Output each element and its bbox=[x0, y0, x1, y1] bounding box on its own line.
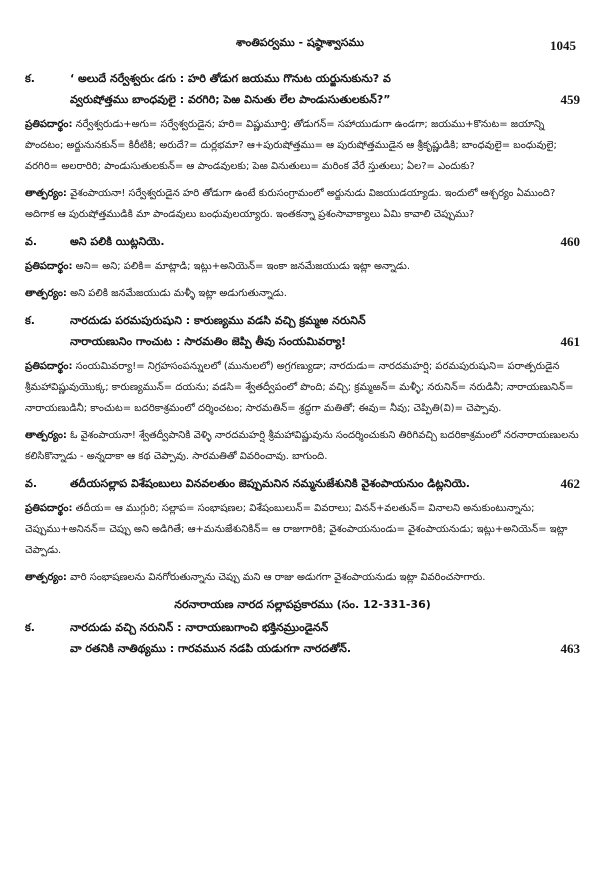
verse-block bbox=[25, 473, 580, 494]
verse-line-text: అని పలికి యిట్లనియె. bbox=[70, 235, 165, 248]
meaning-summary-label: తాత్పర్యం: bbox=[25, 188, 67, 199]
verse-lines bbox=[70, 310, 580, 352]
block-text: వైశంపాయనా! సర్వేశ్వరుడైన హరి తోడుగా ఉంటే కురుసంగ్రామంలో అర్జునుడు విజయుడయ్యాడు. ఇందులో ఆశ్చర్యం ఏముంది? అదిగాక ఆ పురుషోత్తముడికి మా పాండవులు బంధువులయ్యారు. ఇంతకన్నా ప్రశంసావాక్యాలు ఏమి కావాలి చెప్పుము? bbox=[25, 188, 556, 220]
verse-line-text: ‘ అలుదే నర్వేశ్వరుఁ డగు : హరి తోడుగ జయము గొనుట యర్జునుకును? వ bbox=[70, 72, 391, 85]
verse-block bbox=[25, 617, 580, 659]
verse-line-text: నారదుడు పరమపురుషుని : కారుణ్యము వడసి వచ్చి క్రమ్మఱ నరునిన్ bbox=[70, 314, 366, 327]
word-meaning-block bbox=[25, 256, 580, 277]
verse-line bbox=[70, 638, 580, 659]
word-meaning-block bbox=[25, 114, 580, 177]
verse-number: 459 bbox=[560, 92, 580, 107]
verse-number: 461 bbox=[560, 334, 580, 349]
word-meaning-label: ప్రతిపదార్థం: bbox=[25, 261, 73, 272]
block-text: తదీయ= ఆ ముగ్గురి; సల్లాప= సంభాషణల; విశేషంబులున్= వివరాలు; వినన్+వలతున్= వినాలని అనుకుంటున్నాను; చెప్పుము+అనినన్= చెప్పు అని అడిగితే; ఆ+మనుజేశునికిన్= ఆ రాజుగారికి; వైశంపాయనుండు= వైశంపాయనుడు; ఇట్లు+అనియెన్= ఇట్లా చెప్పాడు. bbox=[25, 503, 568, 556]
verse-number: 462 bbox=[560, 476, 580, 491]
verse-line bbox=[70, 473, 580, 494]
verse-block bbox=[25, 68, 580, 110]
verse-line bbox=[70, 231, 580, 252]
verse-type-marker: క. bbox=[25, 621, 35, 634]
verse-line bbox=[70, 89, 580, 110]
verse-line-text: వ్వరుషోత్తము బాంధవులై : వరగిరి; పెఱ వినుతు లేల పాండుసుతులకున్?” bbox=[70, 93, 391, 106]
verse-type-marker: క. bbox=[25, 314, 35, 327]
verse-number: 460 bbox=[560, 234, 580, 249]
word-meaning-label: ప్రతిపదార్థం: bbox=[25, 119, 73, 130]
verse-block bbox=[25, 231, 580, 252]
verse-lines bbox=[70, 473, 580, 494]
block-text: అని= అని; పలికి= మాట్లాడి; ఇట్లు+అనియెన్= ఇంకా జనమేజయుడు ఇట్లా అన్నాడు. bbox=[75, 261, 411, 272]
page-header bbox=[0, 36, 600, 58]
block-text: నర్వేశ్వరుడు+అగు= సర్వేశ్వరుడైన; హరి= విష్ణుమూర్తి; తోడుగన్= సహాయుడుగా ఉండగా; జయము+కొనుట= జయాన్ని పొందటం; అర్జునునకున్= కిరీటికి; అరుదే?= దుర్లభమా? ఆ+పురుషోత్తము= ఆ పురుషోత్తముడైన ఆ శ్రీకృష్ణుడికి; బాంధవులై= బంధువులై; వరగిరి= అలరారిరి; పాండుసుతులకున్= ఆ పాండవులకు; పెఱ వినుతులు= మరింక వేరే స్తుతులు; ఏల?= ఎందుకు? bbox=[25, 119, 557, 172]
verse-lines bbox=[70, 231, 580, 252]
verse-type-marker: వ. bbox=[25, 477, 37, 490]
verse-type-marker: క. bbox=[25, 72, 35, 85]
verse-type-marker: వ. bbox=[25, 235, 37, 248]
verse-lines bbox=[70, 617, 580, 659]
word-meaning-block bbox=[25, 356, 580, 419]
page-content bbox=[25, 68, 580, 663]
verse-line-text: నారాయణునిం గాంచుట : సారమతిం జెప్పి తీవు సంయమివర్యా! bbox=[70, 335, 347, 348]
block-text: అని పలికి జనమేజయుడు మళ్ళీ ఇట్లా అడుగుతున్నాడు. bbox=[70, 288, 287, 299]
running-title: శాంతిపర్వము - షష్ఠాశ్వాసము bbox=[236, 36, 364, 49]
meaning-summary-block bbox=[25, 567, 580, 588]
block-text: వారి సంభాషణలను వినగోరుతున్నాను చెప్పు మని ఆ రాజు అడుగగా వైశంపాయనుడు ఇట్లా వివరించసాగారు. bbox=[70, 572, 486, 583]
meaning-summary-label: తాత్పర్యం: bbox=[25, 572, 67, 583]
verse-line-text: తదీయసల్లాప విశేషంబులు వినవలతుం జెప్పుమనిన నమ్మనుజేశునికి వైశంపాయనుం డిట్లనియె. bbox=[70, 477, 470, 490]
meaning-summary-block bbox=[25, 425, 580, 467]
word-meaning-label: ప్రతిపదార్థం: bbox=[25, 503, 73, 514]
verse-line bbox=[70, 310, 580, 331]
verse-line bbox=[70, 68, 580, 89]
block-text: ఓ వైశంపాయనా! శ్వేతద్వీపానికి వెళ్ళి నారదమహర్షి శ్రీమహావిష్ణువును సందర్శించుకుని తిరిగివచ్చి బదరికాశ్రమంలో నరనారాయణులను కలిసికొన్నాడు - అన్నదాకా ఆ కథ చెప్పావు. సారమతితో వివరించావు. బాగుంది. bbox=[25, 430, 579, 462]
word-meaning-label: ప్రతిపదార్థం: bbox=[25, 361, 73, 372]
meaning-summary-block bbox=[25, 283, 580, 304]
meaning-summary-label: తాత్పర్యం: bbox=[25, 288, 67, 299]
verse-lines bbox=[70, 68, 580, 110]
section-heading: నరనారాయణ నారద సల్లాపప్రకారము (సం. 12-331-36) bbox=[174, 598, 431, 611]
block-text: సంయమివర్యా!= నిగ్రహసంపన్నులలో (మునులలో) అగ్రగణ్యుడా; నారదుడు= నారదమహర్షి; పరమపురుషుని= పరాత్పరుడైన శ్రీమహావిష్ణువుయొక్క; కారుణ్యమున్= దయను; వడసి= శ్వేతద్వీపంలో పొంది; వచ్చి; క్రమ్మఱన్= మళ్ళీ; నరునిన్= నరుడినీ; నారాయణునిన్= నారాయణుడినీ; కాంచుట= బదరికాశ్రమంలో దర్శించటం; సారమతిన్= శ్రద్ధగా మతితో; ఈవు= నీవు; చెప్పితి(వి)= చెప్పావు. bbox=[25, 361, 574, 414]
verse-line-text: వా రతనికి నాతిథ్యము : గారవమున నడపి యడుగగా నారదతోన్. bbox=[70, 642, 352, 655]
page-number: 1045 bbox=[550, 38, 576, 53]
verse-line bbox=[70, 617, 580, 638]
verse-line-text: నారదుడు వచ్చి నరునిన్ : నారాయణుగాంచి భక్తినమ్రుండైనన్ bbox=[70, 621, 329, 634]
verse-block bbox=[25, 310, 580, 352]
meaning-summary-block bbox=[25, 183, 580, 225]
verse-line bbox=[70, 331, 580, 352]
verse-number: 463 bbox=[560, 641, 580, 656]
meaning-summary-label: తాత్పర్యం: bbox=[25, 430, 67, 441]
word-meaning-block bbox=[25, 498, 580, 561]
